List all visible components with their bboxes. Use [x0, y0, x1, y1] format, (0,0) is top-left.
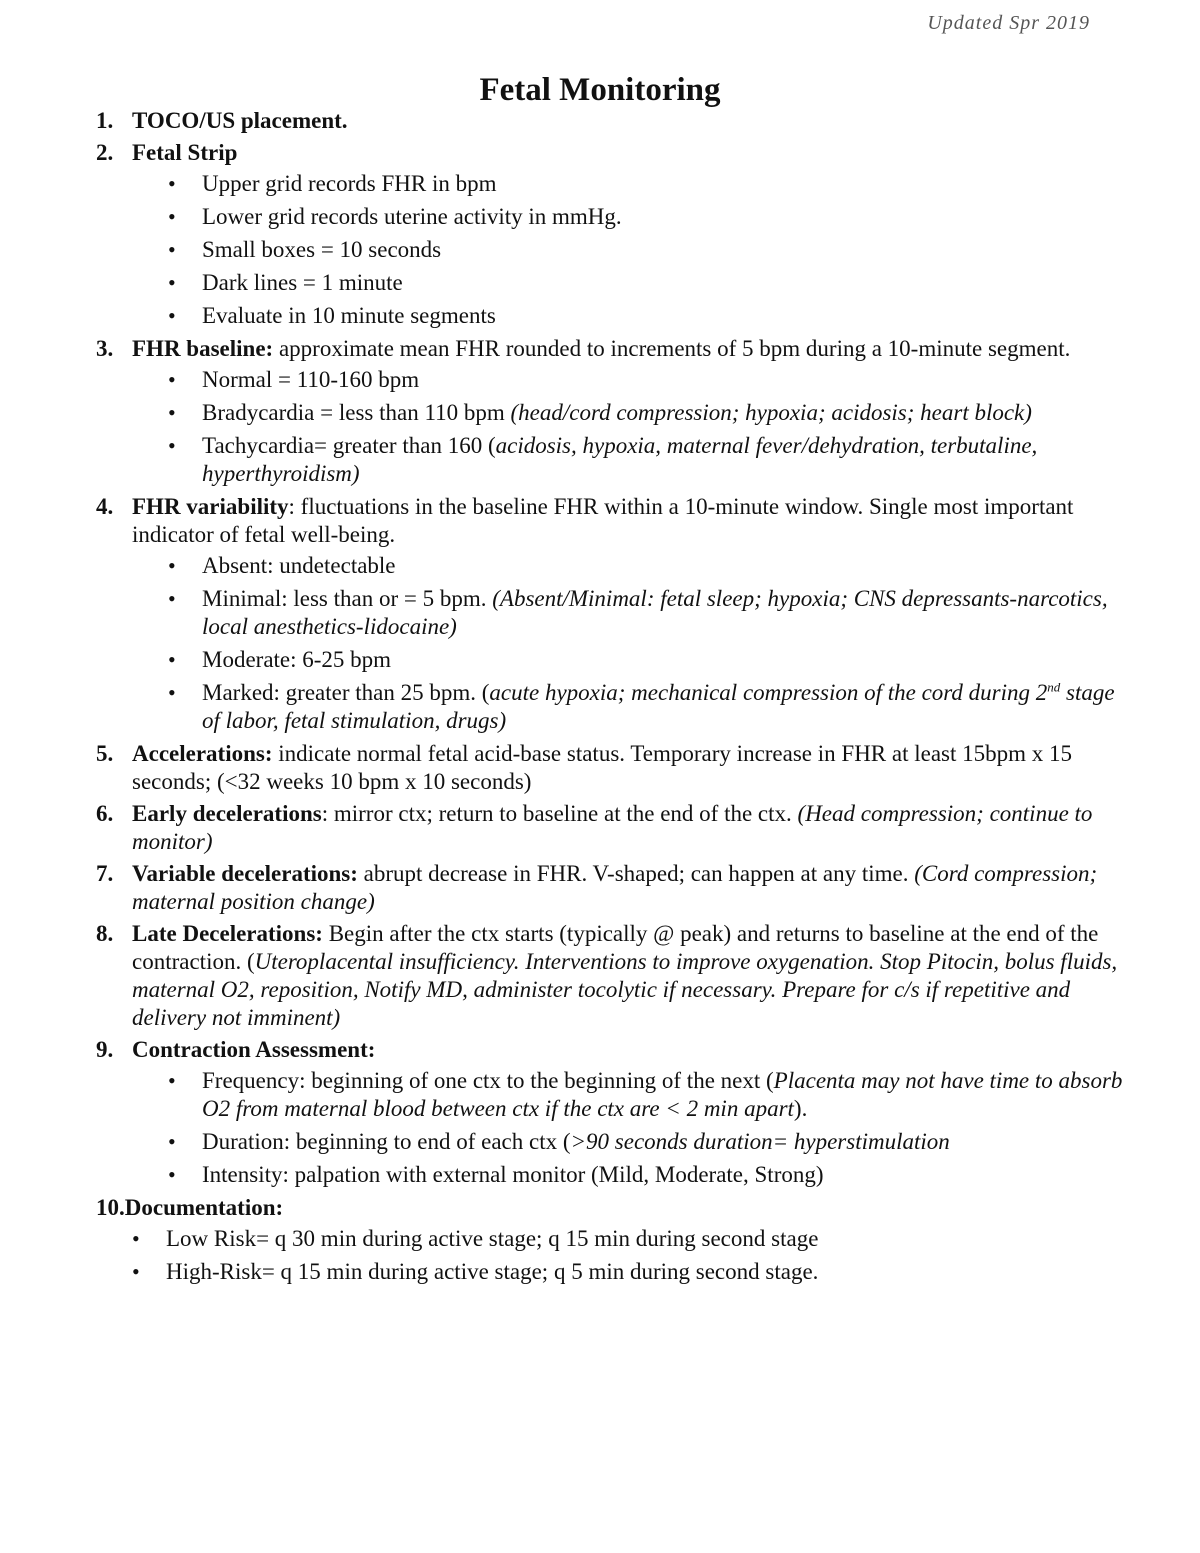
list-item: • Intensity: palpation with external monitor (Mild, Moderate, Strong)	[202, 1161, 1126, 1189]
item-text: Frequency: beginning of one ctx to the beginning of the next (	[202, 1068, 774, 1093]
list-item: • Small boxes = 10 seconds	[202, 236, 1126, 264]
handwritten-corner-note: Updated Spr 2019	[927, 12, 1090, 34]
section-number: 8.	[96, 921, 114, 946]
section-label: TOCO/US placement.	[132, 108, 348, 133]
section-number: 2.	[96, 140, 114, 165]
bullet-list	[132, 170, 1126, 330]
section-text: : mirror ctx; return to baseline at the end of the ctx.	[321, 801, 798, 826]
section-label: Contraction Assessment:	[132, 1037, 376, 1062]
item-italic: acute hypoxia; mechanical compression of the cord during 2	[489, 680, 1048, 705]
item-italic: acidosis, hypoxia, maternal fever/dehydration, terbutaline, hyperthyroidism)	[202, 433, 1038, 486]
list-item	[202, 1128, 1126, 1156]
section-text: indicate normal fetal acid-base status. Temporary increase in FHR at least 15bpm x 15 seconds; (<32 weeks 10 bpm x 10 seconds)	[132, 741, 1073, 794]
section-6	[96, 800, 1126, 856]
list-item: • Dark lines = 1 minute	[202, 269, 1126, 297]
item-text: Tachycardia= greater than 160 (	[202, 433, 496, 458]
section-10	[96, 1194, 1126, 1286]
section-number: 4.	[96, 494, 114, 519]
section-label: Early decelerations	[132, 801, 322, 826]
item-superscript: nd	[1047, 679, 1061, 695]
section-number: 5.	[96, 741, 114, 766]
list-item	[202, 1067, 1126, 1123]
section-label: FHR baseline:	[132, 336, 274, 361]
list-item	[202, 432, 1126, 488]
list-item: • Upper grid records FHR in bpm	[202, 170, 1126, 198]
section-text: approximate mean FHR rounded to increments of 5 bpm during a 10-minute segment.	[273, 336, 1071, 361]
section-number: 1.	[96, 108, 114, 133]
section-9	[96, 1036, 1126, 1189]
item-italic: stage of labor, fetal stimulation, drugs)	[202, 680, 1115, 733]
list-item: • Moderate: 6-25 bpm	[202, 646, 1126, 674]
document-body	[96, 107, 1126, 1291]
section-label: Accelerations:	[132, 741, 273, 766]
section-1	[96, 107, 1126, 135]
list-item	[202, 585, 1126, 641]
section-text: : fluctuations in the baseline FHR within a 10-minute window. Single most important indicator of fetal well-being.	[132, 494, 1074, 547]
section-italic: Uteroplacental insufficiency. Interventions to improve oxygenation. Stop Pitocin, bolus fluids, maternal O2, reposition, Notify MD, administer tocolytic if necessary. Prepare for c/s if repetitive and delivery not imminent)	[132, 949, 1118, 1030]
section-number: 7.	[96, 861, 114, 886]
page-title: Fetal Monitoring	[479, 72, 721, 108]
item-italic: >90 seconds duration= hyperstimulation	[570, 1129, 950, 1154]
section-text: Begin after the ctx starts (typically @ peak) and returns to baseline at the end of the contraction. (	[132, 921, 1099, 974]
section-label: 10.Documentation:	[96, 1195, 284, 1220]
bullet-list	[132, 552, 1126, 735]
section-italic: (Cord compression; maternal position change)	[132, 861, 1098, 914]
section-number: 6.	[96, 801, 114, 826]
list-item: • Normal = 110-160 bpm	[202, 366, 1126, 394]
section-number: 3.	[96, 336, 114, 361]
section-8	[96, 920, 1126, 1032]
section-3	[96, 335, 1126, 488]
list-item: • Absent: undetectable	[202, 552, 1126, 580]
item-italic: (head/cord compression; hypoxia; acidosis; heart block)	[510, 400, 1032, 425]
item-text: ).	[793, 1096, 808, 1121]
section-label: Variable decelerations:	[132, 861, 358, 886]
item-text: Marked: greater than 25 bpm. (	[202, 680, 490, 705]
bullet-list	[132, 1067, 1126, 1189]
section-label: Fetal Strip	[132, 140, 238, 165]
list-item: • Evaluate in 10 minute segments	[202, 302, 1126, 330]
list-item: • Lower grid records uterine activity in mmHg.	[202, 203, 1126, 231]
item-text: Bradycardia = less than 110 bpm	[202, 400, 511, 425]
list-item: • High-Risk= q 15 min during active stage; q 5 min during second stage.	[166, 1258, 1126, 1286]
section-7	[96, 860, 1126, 916]
section-4	[96, 493, 1126, 735]
bullet-list	[96, 1225, 1126, 1286]
item-italic: (Absent/Minimal: fetal sleep; hypoxia; CNS depressants-narcotics, local anesthetics-lidocaine)	[202, 586, 1108, 639]
list-item: • Low Risk= q 30 min during active stage; q 15 min during second stage	[166, 1225, 1126, 1253]
bullet-list	[132, 366, 1126, 488]
section-italic: (Head compression; continue to monitor)	[132, 801, 1093, 854]
section-label: FHR variability	[132, 494, 289, 519]
section-2	[96, 139, 1126, 330]
section-text: abrupt decrease in FHR. V-shaped; can happen at any time.	[357, 861, 915, 886]
section-number: 9.	[96, 1037, 114, 1062]
list-item	[202, 399, 1126, 427]
section-label: Late Decelerations:	[132, 921, 323, 946]
section-5	[96, 740, 1126, 796]
item-italic: Placenta may not have time to absorb O2 from maternal blood between ctx if the ctx are < 2 min apart	[202, 1068, 1123, 1121]
list-item	[202, 679, 1126, 735]
item-text: Minimal: less than or = 5 bpm.	[202, 586, 493, 611]
item-text: Duration: beginning to end of each ctx (	[202, 1129, 571, 1154]
